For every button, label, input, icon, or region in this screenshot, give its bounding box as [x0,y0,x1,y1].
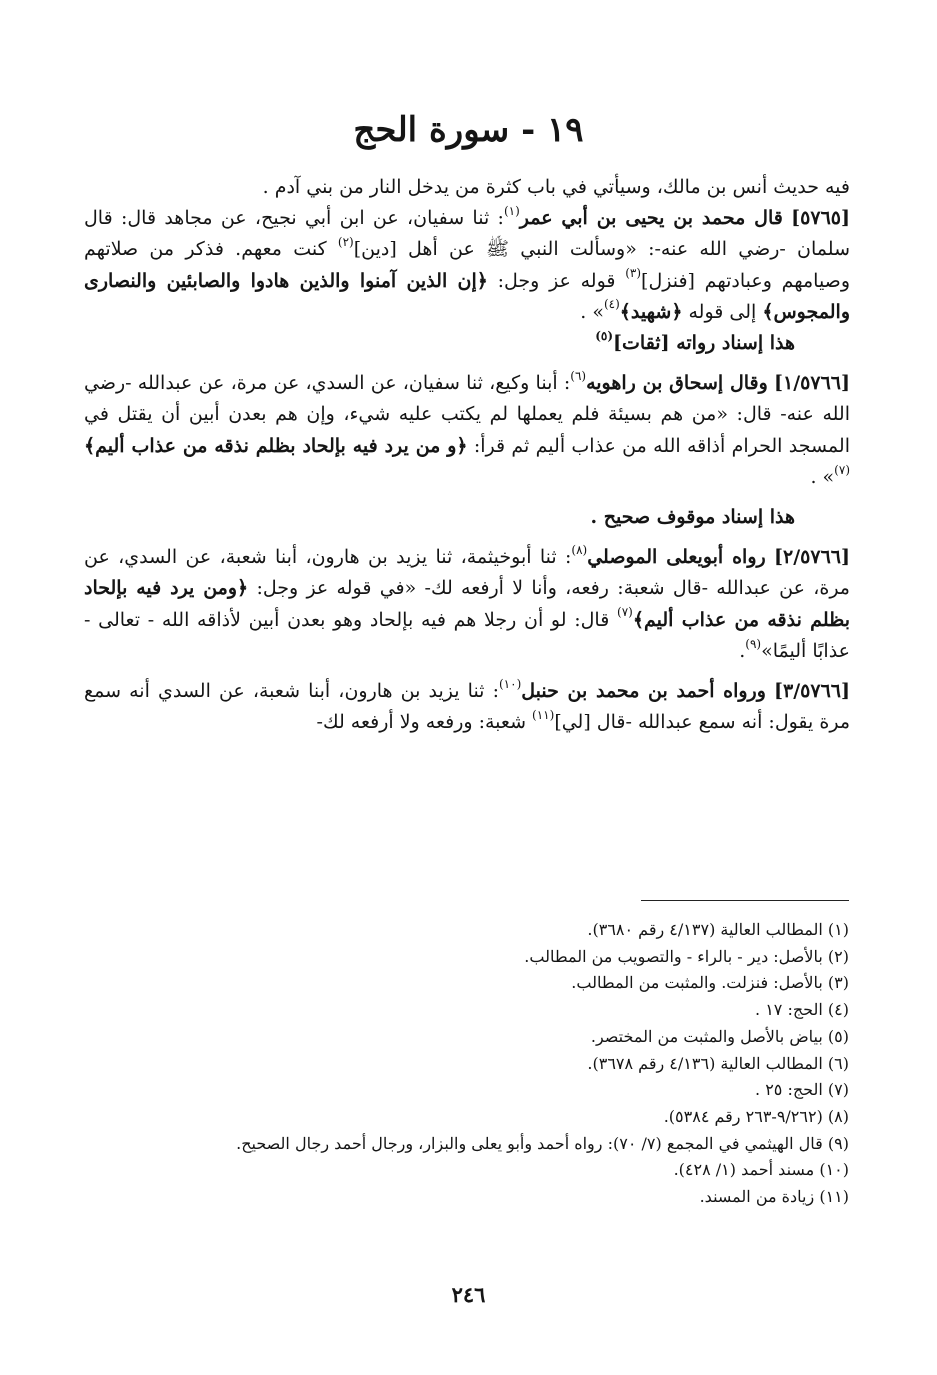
hadith-text: : ثنا سفيان، عن ابن أبي نجيح، عن مجاهد قال: قال سلمان -رضي الله عنه-: «وسألت النبي ﷺ عن أهل [دين] [84,207,850,261]
spacer [84,667,850,676]
footnote-ref: (١٠) [498,676,522,691]
hadith-text: قوله عز وجل: [487,269,626,292]
hadith-text: قال: لو أن رجلا هم فيه بإلحاد وهو بعدن أبين لأذاقه الله - تعالى - عذابًا أليمًا» [84,608,850,662]
footnote-ref: (٦) [570,368,587,383]
hadith-narrator: ورواه أحمد بن محمد بن حنبل [521,680,766,703]
spacer [84,533,850,542]
hadith-grade: هذا إسناد موقوف صحيح . [590,506,795,529]
main-text [84,172,850,738]
hadith-number: [٣/٥٧٦٦] [774,680,850,703]
footnote-ref: (٣) [625,266,642,281]
footnote-ref: (١) [503,203,520,218]
hadith-text: » . [580,300,604,323]
spacer [84,359,850,368]
footnote-divider [641,900,849,901]
footnote-item: (١) المطالب العالية (٤/١٣٧ رقم ٣٦٨٠). [587,920,849,939]
footnote-ref: (٨) [571,542,588,557]
footnote-item: (١١) زيادة من المسند. [699,1187,849,1207]
hadith-5766-2 [84,542,850,667]
hadith-number: [٥٧٦٥] [791,207,850,230]
footnote-item: (٥) بياض بالأصل والمثبت من المختصر. [590,1026,849,1046]
footnote-item: (٧) الحج: ٢٥ . [755,1080,849,1100]
intro-paragraph: فيه حديث أنس بن مالك، وسيأتي في باب كثرة من يدخل النار من بني آدم . [262,176,850,198]
hadith-text: كنت معهم. فذكر من صلاتهم وصيامهم وعبادتهم [فنزل] [84,238,850,292]
hadith-grade [84,328,850,359]
hadith-5766-3 [84,676,850,738]
hadith-text: : ثنا أبوخيثمة، ثنا يزيد بن هارون، أبنا شعبة، عن السدي، عن مرة، عن عبدالله -قال شعبة: رفعه، وأنا لا أرفعه لك- «في قوله عز وجل: [84,546,850,600]
hadith-5765 [84,203,850,328]
footnote-item: (٢) بالأصل: دير - بالراء - والتصويب من المطالب. [524,946,849,966]
hadith-narrator: وقال إسحاق بن راهويه [586,372,768,395]
footnote-item: (٩) قال الهيثمي في المجمع (٧/ ٧٠): رواه أحمد وأبو يعلى والبزار، ورجال أحمد رجال الصحيح. [236,1133,849,1153]
hadith-number: [٢/٥٧٦٦] [774,546,850,569]
spacer [84,493,850,502]
quran-quote: ﴿ومن يرد فيه بإلحاد بظلم نذقه من عذاب أليم﴾ [84,577,850,631]
footnote-ref: (٤) [603,297,620,312]
footnote-ref: (١١) [532,707,555,722]
surah-title: ١٩ - سورة الحج [353,110,584,150]
footnote-ref: (٧) [834,462,850,477]
quran-quote: ﴿و من يرد فيه بإلحاد بظلم نذقه من عذاب أليم﴾ [84,434,468,457]
page-number: ٢٤٦ [451,1282,486,1307]
hadith-text: » . [810,465,835,488]
footnote-item: (٦) المطالب العالية (٤/١٣٦ رقم ٣٦٧٨). [587,1053,849,1073]
footnote-ref: (٩) [745,636,762,651]
footnote-ref: (٢) [337,235,354,250]
quran-quote: ﴿إن الذين آمنوا والذين هادوا والصابئين والنصارى والمجوس﴾ [84,269,850,323]
footnotes-list [83,917,849,1211]
footnote-item: (١٠) مسند أحمد (١/ ٤٢٨). [673,1160,849,1180]
hadith-text: شعبة: ورفعه ولا أرفعه لك- [316,711,533,734]
hadith-number: [١/٥٧٦٦] [774,372,850,395]
hadith-narrator: قال محمد بن يحيى بن أبي عمر [519,207,783,230]
footnote-ref: (٥) [595,328,614,343]
hadith-narrator: رواه أبويعلى الموصلي [587,546,766,569]
hadith-text: : أبنا وكيع، ثنا سفيان، عن السدي، عن مرة، عن عبدالله -رضي الله عنه- قال: «من هم بسيئة فلم يعملها لم يكتب عليه شيء، وإن هم بعدن أبين أن يقتل في المسجد الحرام أذاقه الله من عذاب أليم ثم قرأ: [84,372,850,457]
footnote-item: (٨) (٩/٢٦٢-٢٦٣ رقم ٥٣٨٤). [663,1106,849,1126]
grade-text: هذا إسناد رواته [ثقات] [613,332,795,355]
hadith-text: : ثنا يزيد بن هارون، أبنا شعبة، عن السدي أنه سمع مرة يقول: أنه سمع عبدالله -قال [لي] [84,680,850,734]
hadith-text: . [739,639,746,662]
footnote-item: (٤) الحج: ١٧ . [755,1000,849,1020]
quran-quote: ﴿شهيد﴾ [619,300,683,323]
footnote-item: (٣) بالأصل: فنزلت. والمثبت من المطالب. [571,973,849,993]
hadith-5766-1 [84,368,850,493]
footnote-ref: (٧) [617,605,633,620]
hadith-text: إلى قوله [682,300,763,323]
